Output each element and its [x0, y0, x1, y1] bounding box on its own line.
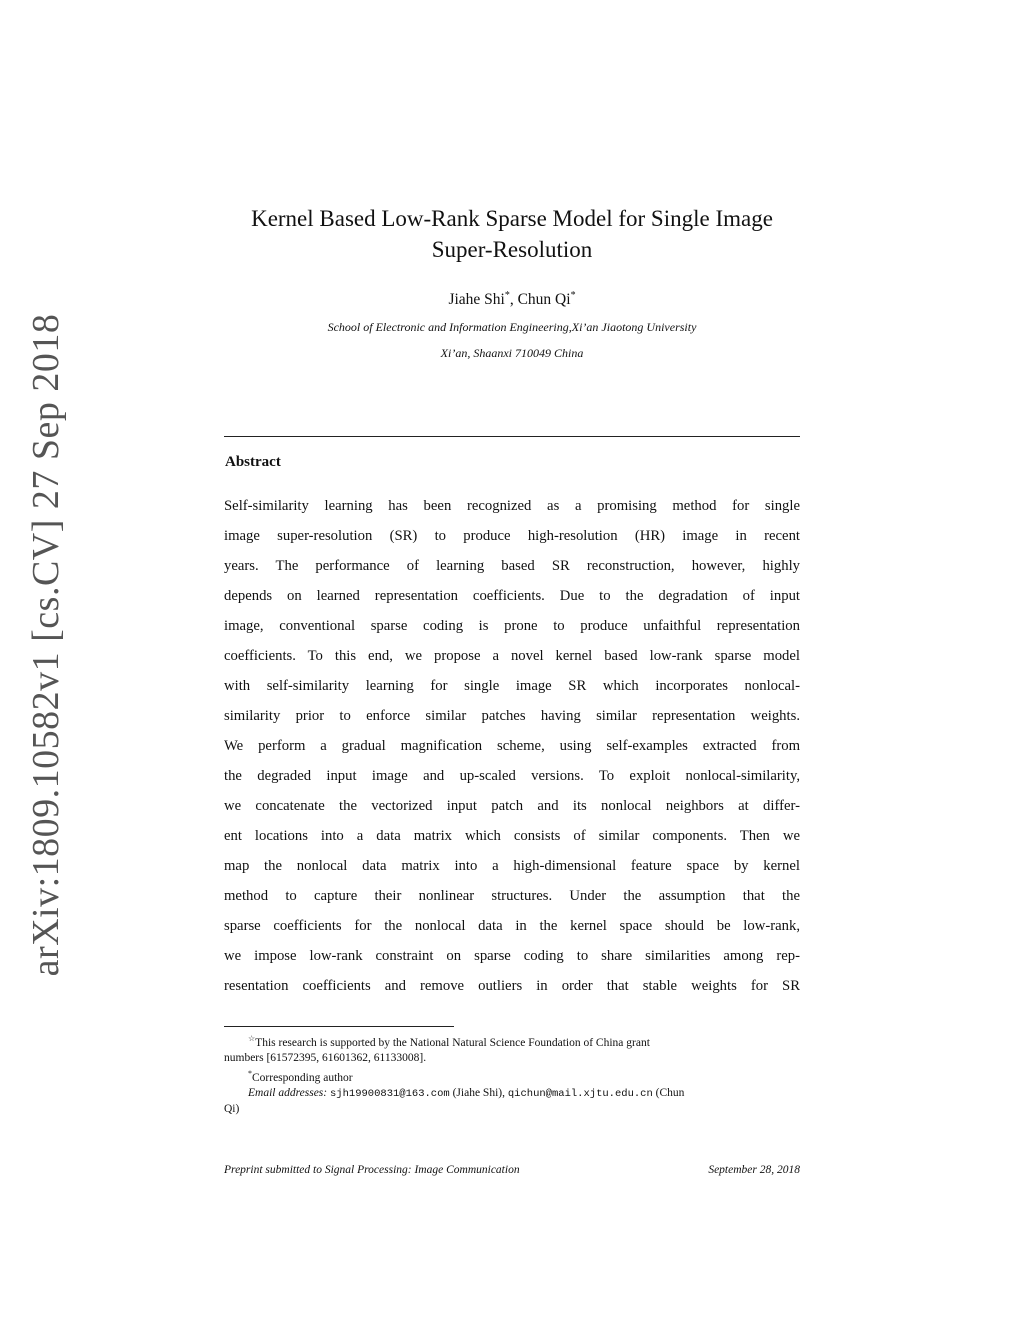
email-name-1: (Jiahe Shi), [449, 1086, 508, 1099]
abstract-body [224, 491, 800, 1001]
abstract-line: Self-similarity learning has been recognized as a promising method for single [224, 498, 800, 514]
email-name-2-part-1: (Chun [652, 1086, 685, 1099]
author-list [222, 290, 802, 309]
author-name: Chun Qi [517, 291, 571, 309]
funding-footnote [224, 1031, 800, 1051]
affiliation-line-2: Xi’an, Shaanxi 710049 China [440, 346, 584, 360]
footnotes [224, 1031, 800, 1117]
abstract-line: sparse coefficients for the nonlocal data in the kernel space should be low-rank, [224, 918, 800, 934]
email-name-2-part-2: Qi) [224, 1102, 240, 1115]
funding-text-line-1: This research is supported by the National Natural Science Foundation of China grant [255, 1036, 650, 1049]
corresponding-mark: * [248, 1068, 252, 1078]
paper-title [222, 203, 802, 265]
funding-text-line-2: numbers [61572395, 61601362, 61133008]. [224, 1051, 427, 1064]
corresponding-text: Corresponding author [252, 1071, 353, 1084]
preprint-note: Preprint submitted to Signal Processing: Image Communication [224, 1164, 520, 1176]
email-link-1[interactable]: sjh19900831@163.com [329, 1087, 450, 1100]
abstract-heading: Abstract [225, 454, 281, 470]
title-line-2: Super-Resolution [431, 237, 593, 262]
author-mark: * [504, 290, 510, 301]
arxiv-identifier-stamp: arXiv:1809.10582v1 [cs.CV] 27 Sep 2018 [25, 313, 67, 977]
abstract-line: map the nonlocal data matrix into a high-dimensional feature space by kernel [224, 858, 800, 874]
author-mark: * [570, 290, 576, 301]
abstract-line: years. The performance of learning based SR reconstruction, however, highly [224, 558, 800, 574]
author-name: Jiahe Shi [448, 291, 505, 309]
email-label: Email addresses: [248, 1086, 328, 1099]
abstract-line: the degraded input image and up-scaled versions. To exploit nonlocal-similarity, [224, 768, 800, 784]
abstract-line: image, conventional sparse coding is prone to produce unfaithful representation [224, 618, 800, 634]
preprint-date: September 28, 2018 [708, 1164, 800, 1176]
abstract-line: method to capture their nonlinear structures. Under the assumption that the [224, 888, 800, 904]
abstract-line: ent locations into a data matrix which consists of similar components. Then we [224, 828, 800, 844]
abstract-line: We perform a gradual magnification scheme, using self-examples extracted from [224, 738, 800, 754]
author-separator: , [509, 291, 518, 309]
email-link-2[interactable]: qichun@mail.xjtu.edu.cn [507, 1087, 653, 1100]
abstract-line: depends on learned representation coefficients. Due to the degradation of input [224, 588, 800, 604]
footnote-rule [224, 1026, 454, 1027]
abstract-line: we impose low-rank constraint on sparse coding to share similarities among rep- [224, 948, 800, 964]
funding-star-icon: ☆ [248, 1034, 256, 1043]
affiliation-line-1: School of Electronic and Information Engineering,Xi’an Jiaotong University [327, 320, 697, 334]
abstract-line: resentation coefficients and remove outliers in order that stable weights for SR [224, 978, 800, 994]
title-line-1: Kernel Based Low-Rank Sparse Model for Single Image [251, 206, 773, 231]
abstract-line: image super-resolution (SR) to produce high-resolution (HR) image in recent [224, 528, 800, 544]
abstract-line: coefficients. To this end, we propose a novel kernel based low-rank sparse model [224, 648, 800, 664]
abstract-line: with self-similarity learning for single image SR which incorporates nonlocal- [224, 678, 800, 694]
email-footnote [224, 1086, 800, 1102]
corresponding-author-footnote [224, 1066, 800, 1086]
abstract-line: similarity prior to enforce similar patches having similar representation weights. [224, 708, 800, 724]
abstract-line: we concatenate the vectorized input patch and its nonlocal neighbors at differ- [224, 798, 800, 814]
header-rule [224, 436, 800, 437]
